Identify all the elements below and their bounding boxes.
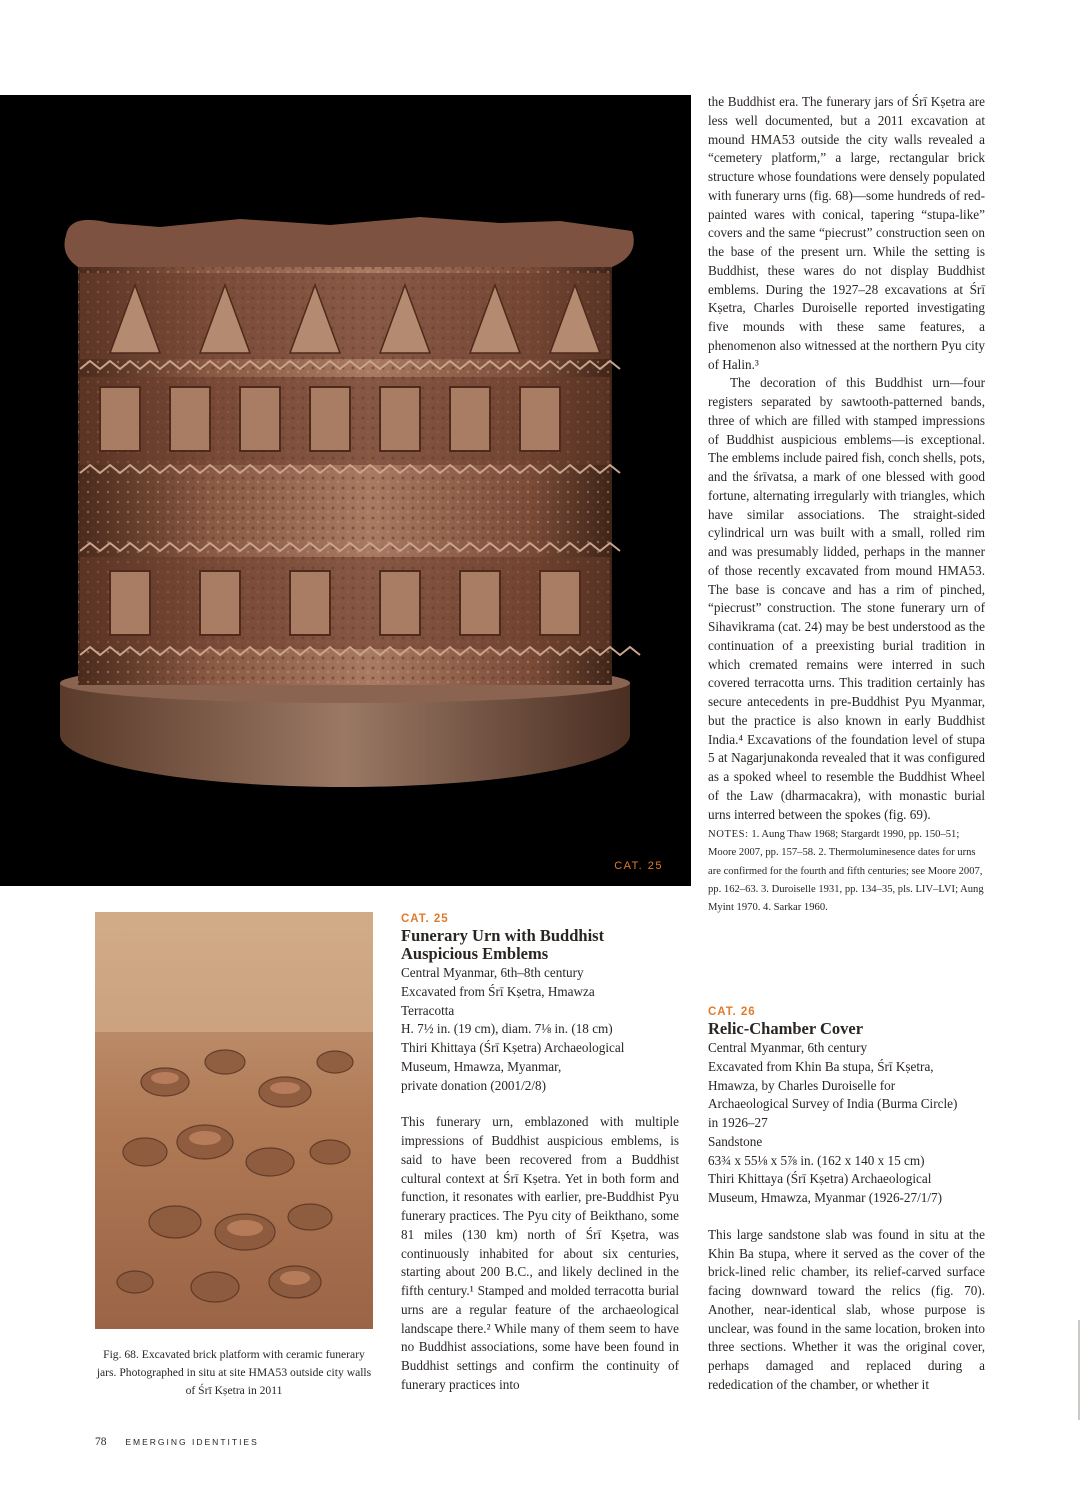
fig68-caption: Fig. 68. Excavated brick platform with ceramic funerary jars. Photographed in situ at site HMA53 outside city walls of Śrī Kṣetra in 2011 <box>96 1348 372 1397</box>
meta-line: Thiri Khittaya (Śrī Kṣetra) Archaeological <box>401 1040 625 1055</box>
right-body-text <box>708 93 985 824</box>
urn-registers <box>80 273 640 655</box>
cat25-body: This funerary urn, emblazoned with multiple impressions of Buddhist auspicious emblems, is said to have been recovered from a Buddhist cultural context at Śrī Kṣetra. Yet in both form and function, it resonates with earlier, pre-Buddhist Pyu funerary practices. The Pyu city of Beikthano, some 81 miles (130 km) north of Śrī Kṣetra, was continuously inhabited for about six centuries, starting about 200 B.C., and likely declined in the fifth century.¹ Stamped and molded terracotta burial urns are a regular feature of the archaeological landscape there.² While many of them seem to have no Buddhist associations, some have been found in Buddhist settings and confirm the continuity of funerary practices into <box>401 1114 679 1392</box>
cat25-meta <box>401 964 679 1095</box>
meta-line: in 1926–27 <box>708 1115 768 1130</box>
fig68-photo <box>95 912 373 1329</box>
meta-line: Central Myanmar, 6th century <box>708 1040 868 1055</box>
cat25-entry <box>401 913 679 1395</box>
meta-line: Thiri Khittaya (Śrī Kṣetra) Archaeological <box>708 1171 932 1187</box>
meta-line: Museum, Hmawza, Myanmar (1926-27/1/7) <box>708 1190 943 1205</box>
cat26-label: CAT. 26 <box>708 1006 756 1018</box>
meta-line: Sandstone <box>708 1133 763 1149</box>
cat26-meta <box>708 1039 985 1208</box>
hero-photo-urn <box>0 95 691 886</box>
paragraph: The decoration of this Buddhist urn—four registers separated by sawtooth-patterned bands, three of which are filled with stamped impressions of Buddhist auspicious emblems—is exceptional. The emblems include paired fish, conch shells, pots, and the śrīvatsa, a mark of one blessed with good fortune, alternating irregularly with triangles, which have similar associations. The straight-sided cylindrical urn was built with a small, rolled rim and was presumably lidded, perhaps in the manner of those recently excavated from mound HMA53. The base is concave and has a rim of pinched, “piecrust” construction. The stone funerary urn of Sihavikrama (cat. 24) may be best understood as the continuation of a preexisting burial tradition in which cremated remains were interred in such covered terracotta urns. This tradition certainly has secure antecedents in pre-Buddhist Pyu Myanmar, but the practice is also known in early Buddhist India.⁴ Excavations of the foundation level of stupa 5 at Nagarjunakonda revealed that it was configured as a spoked wheel to resemble the Buddhist Wheel of the Law (dharmacakra), with monastic burial urns interred between the spokes (fig. 69). <box>708 375 985 822</box>
cat26-body: This large sandstone slab was found in situ at the Khin Ba stupa, where it served as the cover of the brick-lined relic chamber, its relief-carved surface facing downward toward the relics (fig. 70). Another, near-identical slab, whose purpose is unclear, was found in the same location, broken into three sections. Whether it was the original cover, perhaps damaged and replaced during a rededication of the chamber, or whether it <box>708 1226 985 1392</box>
meta-line: Terracotta <box>401 1002 455 1018</box>
meta-line: Museum, Hmawza, Myanmar, <box>401 1058 562 1074</box>
right-column <box>708 93 985 917</box>
urn-illustration <box>0 95 691 886</box>
cat25-label: CAT. 25 <box>401 913 449 925</box>
hero-caption: CAT. 25 <box>614 860 663 872</box>
meta-line: private donation (2001/2/8) <box>401 1077 547 1093</box>
paragraph: the Buddhist era. The funerary jars of Śrī Kṣetra are less well documented, but a 2011 excavation at mound HMA53 outside the city walls revealed a “cemetery platform,” a large, rectangular brick structure whose foundations were densely populated with funerary urns (fig. 68)—some hundreds of red-painted wares with conical, tapering “stupa-like” covers and the same “piecrust” construction seen on the base of the present urn. While the setting is Buddhist, these wares do not display Buddhist emblems. During the 1927–28 excavations at Śrī Kṣetra, Charles Duroiselle reported investigating five mounds with these same features, a phenomenon also witnessed at the northern Pyu city of Halin.³ <box>708 94 985 372</box>
cat25-title: Funerary Urn with Buddhist Auspicious Emblems <box>401 926 605 963</box>
meta-line: Excavated from Śrī Kṣetra, Hmawza <box>401 983 595 999</box>
meta-line: H. 7½ in. (19 cm), diam. 7⅛ in. (18 cm) <box>401 1021 613 1037</box>
notes <box>708 826 985 917</box>
meta-line: Archaeological Survey of India (Burma Circle) <box>708 1096 958 1112</box>
section-title: EMERGING IDENTITIES <box>125 1437 259 1447</box>
meta-line: 63¾ x 55⅛ x 5⅞ in. (162 x 140 x 15 cm) <box>708 1152 925 1168</box>
excavation-illustration <box>95 912 373 1329</box>
meta-line: Hmawza, by Charles Duroiselle for <box>708 1077 896 1093</box>
page-footer <box>95 1436 259 1448</box>
notes-text: 1. Aung Thaw 1968; Stargardt 1990, pp. 150–51; Moore 2007, pp. 157–58. 2. Thermoluminesence dates for urns are confirmed for the fourth and fifth centuries; see Moore 2007, pp. 162–63. 3. Duroiselle 1931, pp. 134–35, pls. LIV–LVI; Aung Myint 1970. 4. Sarkar 1960. <box>708 829 984 914</box>
page-number: 78 <box>95 1436 107 1448</box>
meta-line: Excavated from Khin Ba stupa, Śrī Kṣetra, <box>708 1058 934 1074</box>
meta-line: Central Myanmar, 6th–8th century <box>401 965 584 980</box>
cat26-entry <box>708 1006 985 1395</box>
cat26-title: Relic-Chamber Cover <box>708 1019 864 1038</box>
notes-label: NOTES: <box>708 829 749 841</box>
